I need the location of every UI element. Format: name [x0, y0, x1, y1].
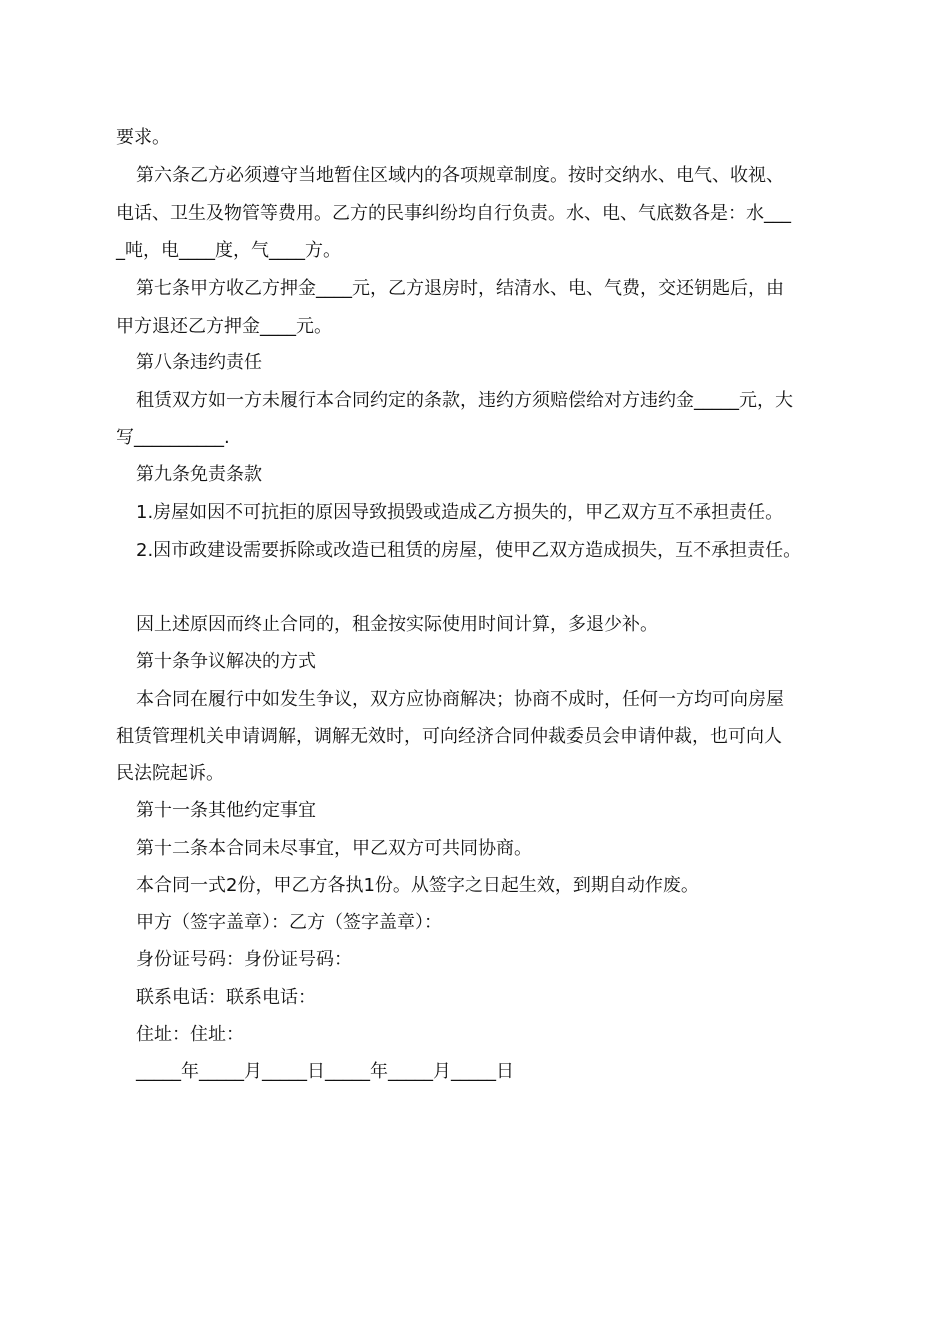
text-line: 本合同一式2份，甲乙方各执1份。从签字之日起生效，到期自动作废。	[136, 875, 699, 896]
text-line: 因上述原因而终止合同的，租金按实际使用时间计算，多退少补。	[136, 614, 658, 635]
phone-line: 联系电话：联系电话：	[136, 987, 316, 1008]
text-line: 租赁双方如一方未履行本合同约定的条款，违约方须赔偿给对方违约金_____元，大	[136, 390, 793, 411]
signature-label-line: 甲方（签字盖章）：乙方（签字盖章）：	[136, 912, 442, 933]
text-line: 租赁管理机关申请调解，调解无效时，可向经济合同仲裁委员会申请仲裁，也可向人	[116, 726, 782, 747]
date-line: _____年_____月_____日_____年_____月_____日	[136, 1061, 514, 1082]
address-line: 住址：住址：	[136, 1024, 244, 1045]
article-11-heading: 第十一条其他约定事宜	[136, 800, 316, 821]
id-number-line: 身份证号码：身份证号码：	[136, 949, 352, 970]
text-line: 本合同在履行中如发生争议，双方应协商解决；协商不成时，任何一方均可向房屋	[136, 689, 784, 710]
text-line: 电话、卫生及物管等费用。乙方的民事纠纷均自行负责。水、电、气底数各是：水___	[116, 203, 791, 224]
article-8-heading: 第八条违约责任	[136, 352, 262, 373]
text-line: _吨，电____度，气____方。	[116, 240, 341, 261]
text-line: 民法院起诉。	[116, 763, 224, 784]
article-10-heading: 第十条争议解决的方式	[136, 651, 316, 672]
article-7-line: 第七条甲方收乙方押金____元，乙方退房时，结清水、电、气费，交还钥匙后，由	[136, 278, 784, 299]
article-9-heading: 第九条免责条款	[136, 464, 262, 485]
clause-item-1: 1.房屋如因不可抗拒的原因导致损毁或造成乙方损失的，甲乙双方互不承担责任。	[136, 502, 784, 523]
article-6-line: 第六条乙方必须遵守当地暂住区域内的各项规章制度。按时交纳水、电气、收视、	[136, 165, 784, 186]
text-line: 甲方退还乙方押金____元。	[116, 316, 332, 337]
article-12-line: 第十二条本合同未尽事宜，甲乙双方可共同协商。	[136, 838, 532, 859]
clause-item-2: 2.因市政建设需要拆除或改造已租赁的房屋，使甲乙双方造成损失，互不承担责任。	[136, 540, 802, 561]
text-line: 写__________.	[116, 427, 230, 448]
text-line: 要求。	[116, 127, 170, 148]
